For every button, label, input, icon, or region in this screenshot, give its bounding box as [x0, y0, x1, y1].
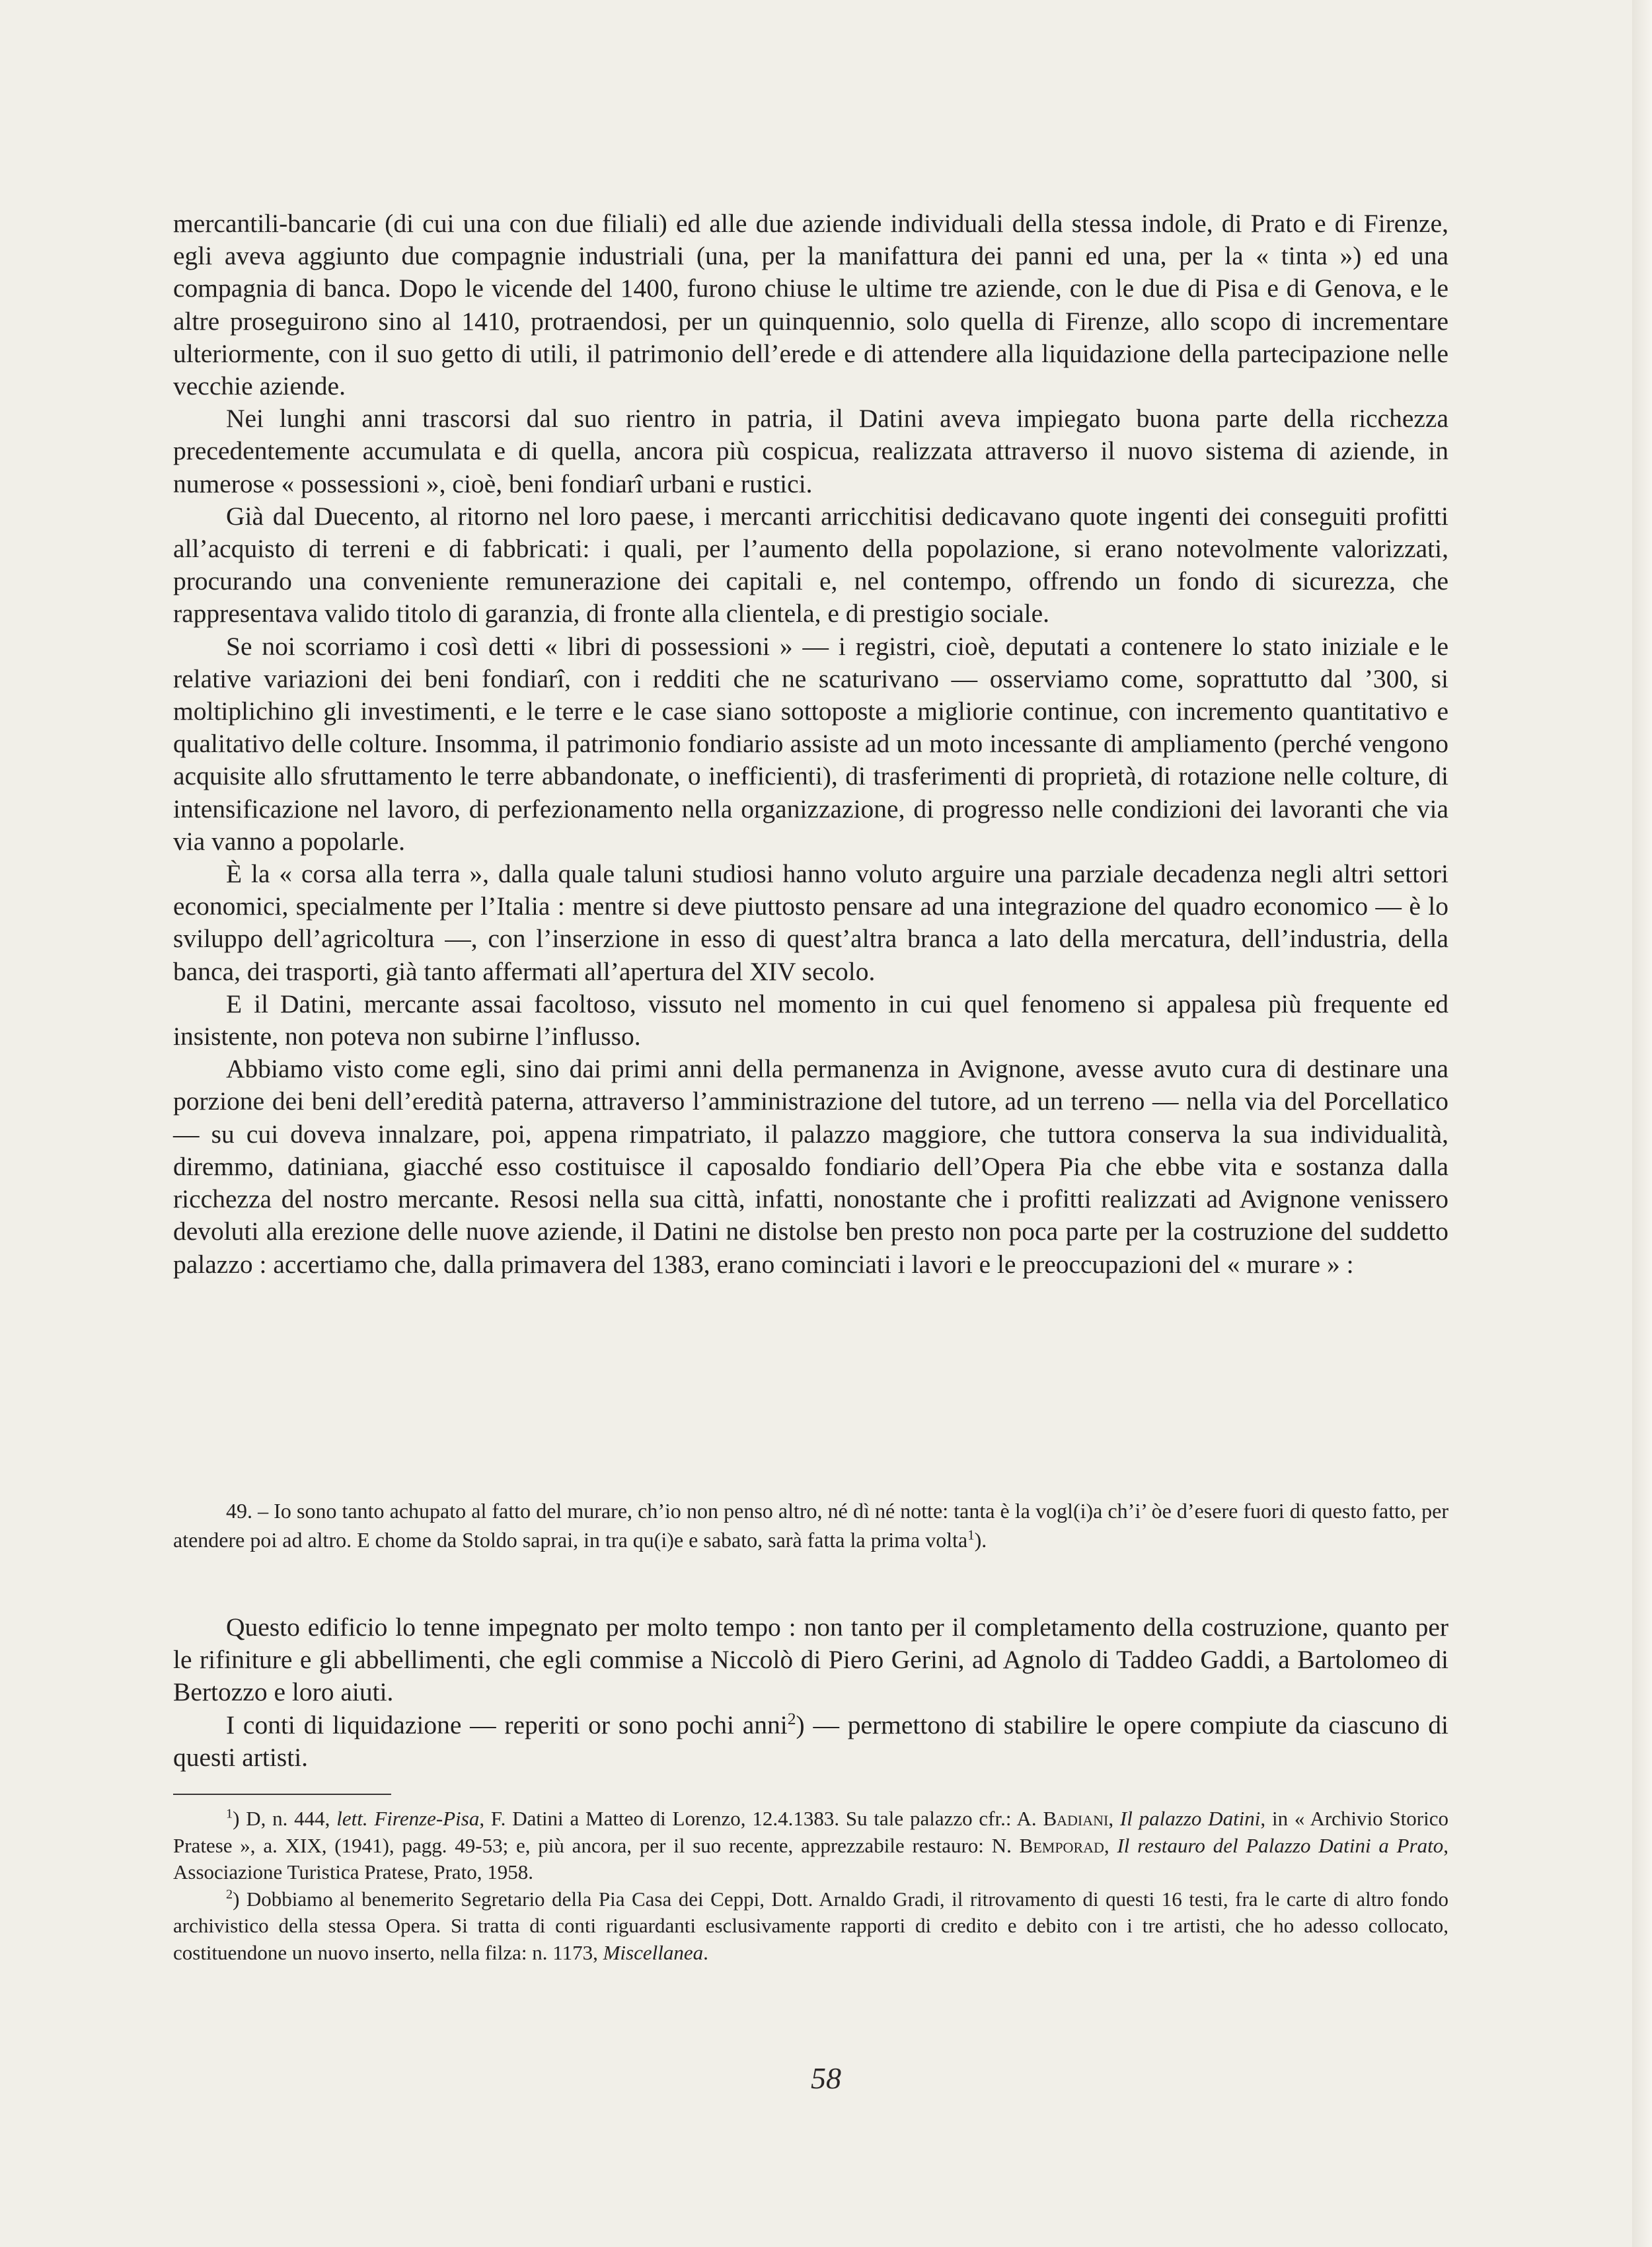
- paragraph: Abbiamo visto come egli, sino dai primi anni della permanenza in Avignone, avesse avuto cura di destinare una porzione dei beni dell’eredità paterna, attraverso l’amministrazione del tutore, ad un terreno — nella via del Porcellatico — su cui doveva innalzare, poi, appena rimpatriato, il palazzo maggiore, che tuttora conserva la sua individualità, diremmo, datiniana, giacché esso costituisce il caposaldo fondiario dell’Opera Pia che ebbe vita e sostanza dalla ricchezza del nostro mercante. Resosi nella sua città, infatti, nonostante che i profitti realizzati ad Avignone venissero devoluti alla erezione delle nuove aziende, il Datini ne distolse ben presto non poca parte per la costruzione del suddetto palazzo : accertiamo che, dalla primavera del 1383, erano cominciati i lavori e le preoccupazioni del « murare » :: [173, 1054, 1448, 1279]
- paragraph: Questo edificio lo tenne impegnato per molto tempo : non tanto per il completamento della costruzione, quanto per le rifiniture e gli abbellimenti, che egli commise a Niccolò di Piero Gerini, ad Agnolo di Taddeo Gaddi, a Bartolomeo di Bertozzo e loro aiuti.: [173, 1613, 1448, 1707]
- footnote-ref: 2: [787, 1708, 796, 1728]
- footnote-ref: 1: [967, 1527, 975, 1542]
- quote-tail: ).: [974, 1527, 987, 1552]
- footnote-2: $^2$) Dobbiamo al benemerito Segretario della Pia Casa dei Ceppi, Dott. Arnaldo Gradi, il ritrovamento di questi 16 testi, fra le carte di altro fondo archivistico della stessa Opera. Si tratta di conti riguardanti esclusivamente rapporti di credito e debito con i tre artisti, che ho adesso collocato, costituendone un nuovo inserto, nella filza: n. 1173, Miscellanea.: [173, 1887, 1448, 1964]
- main-text: [173, 208, 1448, 1281]
- paragraph: Se noi scorriamo i così detti « libri di possessioni » — i registri, cioè, deputati a contenere lo stato iniziale e le relative variazioni dei beni fondiarî, con i redditi che ne scaturivano — osserviamo come, soprattutto dal ’300, si moltiplichino gli investimenti, e le terre e le case siano sottoposte a migliorie continue, con incremento quantitativo e qualitativo delle colture. Insomma, il patrimonio fondiario assiste ad un moto incessante di ampliamento (perché vengono acquisite allo sfruttamento le terre abbandonate, o inefficienti), di trasferimenti di proprietà, di rotazione nelle colture, di intensificazione nel lavoro, di perfezionamento nella organizzazione, di progresso nelle condizioni dei lavoranti che via via vanno a popolarle.: [173, 631, 1448, 856]
- letter-quotation: [173, 1497, 1448, 1554]
- quote-text: 49. – Io sono tanto achupato al fatto del murare, ch’io non penso altro, né dì né notte: tanta è la vogl(i)a ch’i’ òe d’esere fuori di questo fatto, per atendere poi ad altro. E chome da Stoldo saprai, in tra qu(i)e e sabato, sarà fatta la prima volta: [173, 1499, 1448, 1552]
- paragraph: È la « corsa alla terra », dalla quale taluni studiosi hanno voluto arguire una parziale decadenza negli altri settori economici, specialmente per l’Italia : mentre si deve piuttosto pensare ad una integrazione del quadro economico — è lo sviluppo dell’agricoltura —, con l’inserzione in esso di quest’altra branca a lato della mercatura, dell’industria, della banca, dei trasporti, già tanto affermati all’apertura del XIV secolo.: [173, 859, 1448, 986]
- footnotes: [173, 1806, 1448, 1966]
- paragraph: Nei lunghi anni trascorsi dal suo rientro in patria, il Datini aveva impiegato buona parte della ricchezza precedentemente accumulata e di quella, ancora più cospicua, realizzata attraverso il nuovo sistema di aziende, in numerose « possessioni », cioè, beni fondiarî urbani e rustici.: [173, 404, 1448, 498]
- paragraph: mercantili-bancarie (di cui una con due filiali) ed alle due aziende individuali della stessa indole, di Prato e di Firenze, egli aveva aggiunto due compagnie industriali (una, per la manifattura dei panni ed una, per la « tinta ») ed una compagnia di banca. Dopo le vicende del 1400, furono chiuse le ultime tre aziende, con le due di Pisa e di Genova, e le altre proseguirono sino al 1410, protraendosi, per un quinquennio, solo quella di Firenze, allo scopo di incrementare ulteriormente, con il suo getto di utili, il patrimonio dell’erede e di attendere alla liquidazione della partecipazione nelle vecchie aziende.: [173, 209, 1448, 401]
- main-text-continued: [173, 1611, 1448, 1774]
- footnote-divider: [173, 1794, 391, 1795]
- page-edge: [1632, 0, 1652, 2247]
- paragraph: E il Datini, mercante assai facoltoso, vissuto nel momento in cui quel fenomeno si appalesa più frequente ed insistente, non poteva non subirne l’influsso.: [173, 989, 1448, 1051]
- page-number: 58: [811, 2061, 841, 2095]
- paragraph: Già dal Duecento, al ritorno nel loro paese, i mercanti arricchitisi dedicavano quote ingenti dei conseguiti profitti all’acquisto di terreni e di fabbricati: i quali, per l’aumento della popolazione, si erano notevolmente valorizzati, procurando una conveniente remunerazione dei capitali e, nel contempo, offrendo un fondo di sicurezza, che rappresentava valido titolo di garanzia, di fronte alla clientela, e di prestigio sociale.: [173, 501, 1448, 628]
- footnote-1: $^1$) D, n. 444, lett. Firenze-Pisa, F. Datini a Matteo di Lorenzo, 12.4.1383. Su tale palazzo cfr.: A. Badiani, Il palazzo Datini, in « Archivio Storico Pratese », a. XIX, (1941), pagg. 49-53; e, più ancora, per il suo recente, apprezzabile restauro: N. Bemporad, Il restauro del Palazzo Datini a Prato, Associazione Turistica Pratese, Prato, 1958.: [173, 1806, 1449, 1884]
- paragraph: I conti di liquidazione — reperiti or sono pochi anni$^2$) — permettono di stabilire le opere compiute da ciascuno di questi artisti.: [173, 1708, 1448, 1772]
